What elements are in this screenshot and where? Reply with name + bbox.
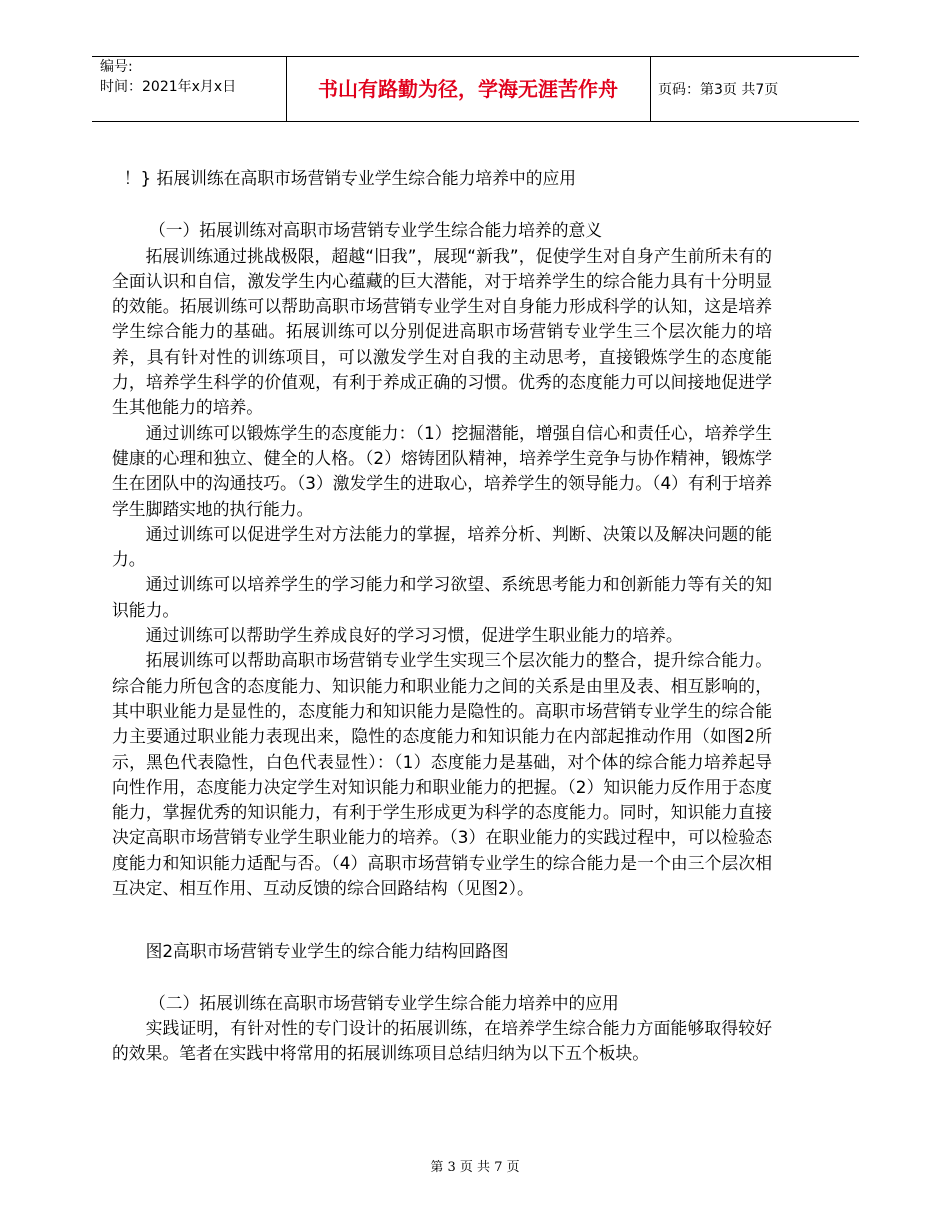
header-divider-left xyxy=(286,56,287,122)
document-number-label: 编号: xyxy=(100,59,133,75)
article-title: ！} 拓展训练在高职市场营销专业学生综合能力培养中的应用 xyxy=(123,168,577,188)
header-motto: 书山有路勤为径，学海无涯苦作舟 xyxy=(318,77,618,101)
document-body xyxy=(112,166,772,1067)
section-heading-1: （一）拓展训练对高职市场营销专业学生综合能力培养的意义 xyxy=(148,220,603,241)
figure-caption: 图2高职市场营销专业学生的综合能力结构回路图 xyxy=(145,941,509,962)
paragraph-5: 通过训练可以帮助学生养成良好的学习习惯，促进学生职业能力的培养。 xyxy=(145,625,683,646)
section-heading-2: （二）拓展训练在高职市场营销专业学生综合能力培养中的应用 xyxy=(148,992,619,1013)
header-bottom-rule xyxy=(92,121,859,122)
document-time-label: 时间：2021年x月x日 xyxy=(100,79,237,95)
paragraph-4: 通过训练可以培养学生的学习能力和学习欲望、系统思考能力和创新能力等有关的知识能力。 xyxy=(112,574,772,620)
page-footer: 第 3 页 共 7 页 xyxy=(430,1160,520,1175)
spacer xyxy=(112,901,772,939)
page-number-label: 页码：第3页 共7页 xyxy=(658,82,779,98)
spacer xyxy=(112,965,772,991)
paragraph-1: 拓展训练通过挑战极限，超越“旧我”，展现“新我”，促使学生对自身产生前所未有的全面认识和自信，激发学生内心蕴藏的巨大潜能，对于培养学生的综合能力具有十分明显的效能。拓展训练可以帮助高职市场营销专业学生对自身能力形成科学的认知，这是培养学生综合能力的基础。拓展训练可以分别促进高职市场营销专业学生三个层次能力的培养，具有针对性的训练项目，可以激发学生对自我的主动思考，直接锻炼学生的态度能力，培养学生科学的价值观，有利于养成正确的习惯。优秀的态度能力可以间接地促进学生其他能力的培养。 xyxy=(112,245,772,418)
paragraph-final: 实践证明，有针对性的专门设计的拓展训练，在培养学生综合能力方面能够取得较好的效果。笔者在实践中将常用的拓展训练项目总结归纳为以下五个板块。 xyxy=(112,1017,772,1064)
paragraph-6: 拓展训练可以帮助高职市场营销专业学生实现三个层次能力的整合，提升综合能力。综合能力所包含的态度能力、知识能力和职业能力之间的关系是由里及表、相互影响的，其中职业能力是显性的，态度能力和知识能力是隐性的。高职市场营销专业学生的综合能力主要通过职业能力表现出来，隐性的态度能力和知识能力在内部起推动作用（如图2所示，黑色代表隐性，白色代表显性）：（1）态度能力是基础，对个体的综合能力培养起导向性作用，态度能力决定学生对知识能力和职业能力的把握。（2）知识能力反作用于态度能力，掌握优秀的知识能力，有利于学生形成更为科学的态度能力。同时，知识能力直接决定高职市场营销专业学生职业能力的培养。（3）在职业能力的实践过程中，可以检验态度能力和知识能力适配与否。（4）高职市场营销专业学生的综合能力是一个由三个层次相互决定、相互作用、互动反馈的综合回路结构（见图2）。 xyxy=(112,650,772,899)
header-top-rule xyxy=(92,56,859,57)
paragraph-3: 通过训练可以促进学生对方法能力的掌握，培养分析、判断、决策以及解决问题的能力。 xyxy=(112,523,772,570)
spacer xyxy=(112,191,772,218)
header-divider-right xyxy=(650,56,651,122)
paragraph-2: 通过训练可以锻炼学生的态度能力：（1）挖掘潜能，增强自信心和责任心，培养学生健康的心理和独立、健全的人格。（2）熔铸团队精神，培养学生竞争与协作精神，锻炼学生在团队中的沟通技巧。（3）激发学生的进取心，培养学生的领导能力。（4）有利于培养学生脚踏实地的执行能力。 xyxy=(112,422,772,519)
